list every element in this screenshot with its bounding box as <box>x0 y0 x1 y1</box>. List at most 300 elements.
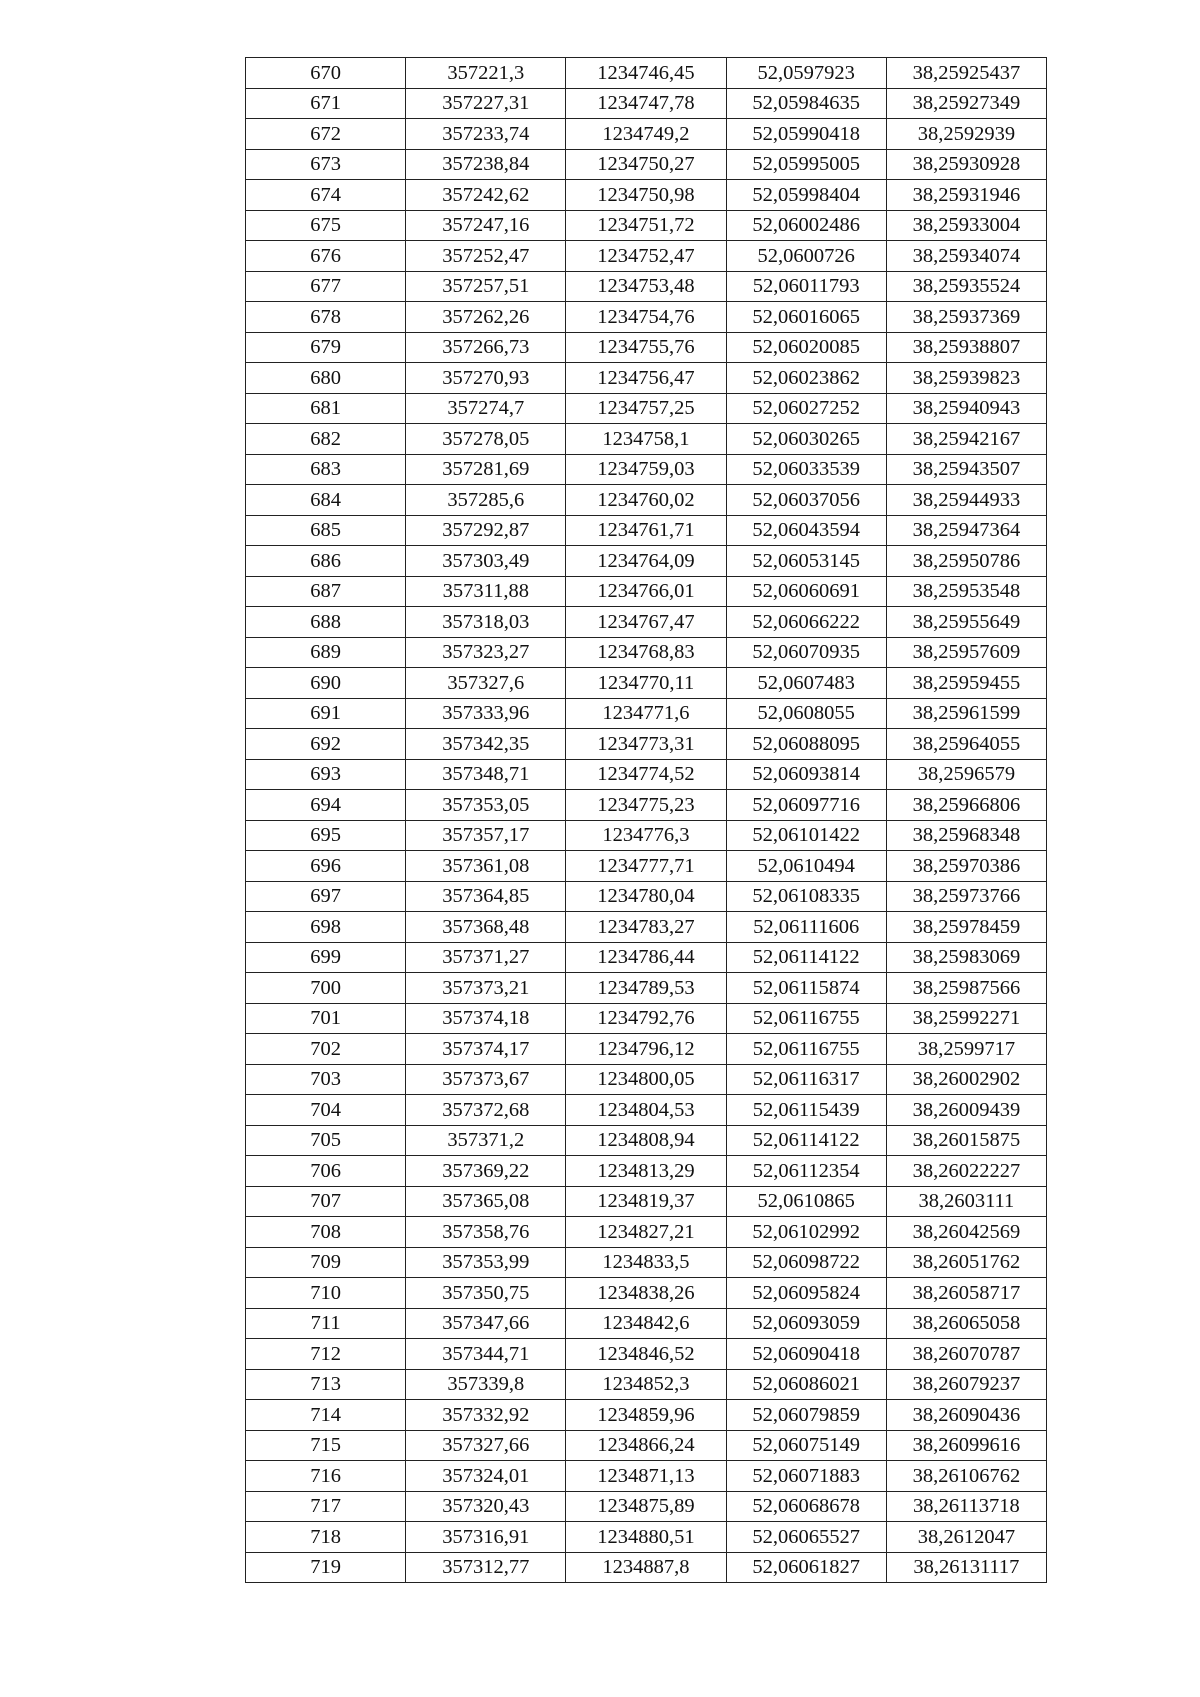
x-coordinate-cell: 357221,3 <box>406 58 566 89</box>
x-coordinate-cell: 357316,91 <box>406 1522 566 1553</box>
longitude-cell: 38,26022227 <box>886 1156 1046 1187</box>
table-row <box>246 576 1047 607</box>
longitude-cell: 38,25940943 <box>886 393 1046 424</box>
table-row <box>246 149 1047 180</box>
table-row <box>246 1217 1047 1248</box>
x-coordinate-cell: 357257,51 <box>406 271 566 302</box>
point-number-cell: 689 <box>246 637 406 668</box>
y-coordinate-cell: 1234776,3 <box>566 820 726 851</box>
table-row <box>246 119 1047 150</box>
latitude-cell: 52,06112354 <box>726 1156 886 1187</box>
latitude-cell: 52,06075149 <box>726 1430 886 1461</box>
point-number-cell: 688 <box>246 607 406 638</box>
table-row <box>246 1156 1047 1187</box>
longitude-cell: 38,25959455 <box>886 668 1046 699</box>
longitude-cell: 38,25987566 <box>886 973 1046 1004</box>
table-row <box>246 1186 1047 1217</box>
y-coordinate-cell: 1234789,53 <box>566 973 726 1004</box>
point-number-cell: 711 <box>246 1308 406 1339</box>
table-row <box>246 1278 1047 1309</box>
x-coordinate-cell: 357323,27 <box>406 637 566 668</box>
x-coordinate-cell: 357374,18 <box>406 1003 566 1034</box>
y-coordinate-cell: 1234796,12 <box>566 1034 726 1065</box>
table-row <box>246 1247 1047 1278</box>
y-coordinate-cell: 1234767,47 <box>566 607 726 638</box>
x-coordinate-cell: 357312,77 <box>406 1552 566 1583</box>
y-coordinate-cell: 1234852,3 <box>566 1369 726 1400</box>
latitude-cell: 52,0608055 <box>726 698 886 729</box>
table-row <box>246 1552 1047 1583</box>
latitude-cell: 52,06116755 <box>726 1003 886 1034</box>
table-row <box>246 1125 1047 1156</box>
x-coordinate-cell: 357350,75 <box>406 1278 566 1309</box>
latitude-cell: 52,06061827 <box>726 1552 886 1583</box>
y-coordinate-cell: 1234766,01 <box>566 576 726 607</box>
coordinates-table <box>245 57 1047 1583</box>
latitude-cell: 52,06070935 <box>726 637 886 668</box>
longitude-cell: 38,25942167 <box>886 424 1046 455</box>
latitude-cell: 52,05998404 <box>726 180 886 211</box>
latitude-cell: 52,06060691 <box>726 576 886 607</box>
x-coordinate-cell: 357365,08 <box>406 1186 566 1217</box>
longitude-cell: 38,25992271 <box>886 1003 1046 1034</box>
point-number-cell: 717 <box>246 1491 406 1522</box>
longitude-cell: 38,25966806 <box>886 790 1046 821</box>
table-row <box>246 668 1047 699</box>
y-coordinate-cell: 1234777,71 <box>566 851 726 882</box>
x-coordinate-cell: 357303,49 <box>406 546 566 577</box>
y-coordinate-cell: 1234750,27 <box>566 149 726 180</box>
y-coordinate-cell: 1234757,25 <box>566 393 726 424</box>
y-coordinate-cell: 1234770,11 <box>566 668 726 699</box>
table-row <box>246 973 1047 1004</box>
table-row <box>246 637 1047 668</box>
point-number-cell: 670 <box>246 58 406 89</box>
point-number-cell: 701 <box>246 1003 406 1034</box>
latitude-cell: 52,0600726 <box>726 241 886 272</box>
table-row <box>246 1034 1047 1065</box>
table-row <box>246 881 1047 912</box>
point-number-cell: 703 <box>246 1064 406 1095</box>
point-number-cell: 693 <box>246 759 406 790</box>
longitude-cell: 38,25937369 <box>886 302 1046 333</box>
longitude-cell: 38,25968348 <box>886 820 1046 851</box>
y-coordinate-cell: 1234760,02 <box>566 485 726 516</box>
point-number-cell: 712 <box>246 1339 406 1370</box>
latitude-cell: 52,06016065 <box>726 302 886 333</box>
latitude-cell: 52,06095824 <box>726 1278 886 1309</box>
latitude-cell: 52,0610494 <box>726 851 886 882</box>
longitude-cell: 38,25953548 <box>886 576 1046 607</box>
y-coordinate-cell: 1234771,6 <box>566 698 726 729</box>
x-coordinate-cell: 357353,05 <box>406 790 566 821</box>
longitude-cell: 38,25970386 <box>886 851 1046 882</box>
y-coordinate-cell: 1234808,94 <box>566 1125 726 1156</box>
x-coordinate-cell: 357327,66 <box>406 1430 566 1461</box>
x-coordinate-cell: 357369,22 <box>406 1156 566 1187</box>
latitude-cell: 52,06030265 <box>726 424 886 455</box>
x-coordinate-cell: 357372,68 <box>406 1095 566 1126</box>
table-row <box>246 912 1047 943</box>
latitude-cell: 52,06102992 <box>726 1217 886 1248</box>
x-coordinate-cell: 357361,08 <box>406 851 566 882</box>
latitude-cell: 52,06093059 <box>726 1308 886 1339</box>
point-number-cell: 682 <box>246 424 406 455</box>
latitude-cell: 52,06098722 <box>726 1247 886 1278</box>
point-number-cell: 705 <box>246 1125 406 1156</box>
table-row <box>246 729 1047 760</box>
latitude-cell: 52,06090418 <box>726 1339 886 1370</box>
x-coordinate-cell: 357227,31 <box>406 88 566 119</box>
y-coordinate-cell: 1234774,52 <box>566 759 726 790</box>
table-row <box>246 1430 1047 1461</box>
x-coordinate-cell: 357274,7 <box>406 393 566 424</box>
latitude-cell: 52,06023862 <box>726 363 886 394</box>
latitude-cell: 52,06002486 <box>726 210 886 241</box>
latitude-cell: 52,06115874 <box>726 973 886 1004</box>
x-coordinate-cell: 357374,17 <box>406 1034 566 1065</box>
x-coordinate-cell: 357342,35 <box>406 729 566 760</box>
y-coordinate-cell: 1234880,51 <box>566 1522 726 1553</box>
y-coordinate-cell: 1234783,27 <box>566 912 726 943</box>
y-coordinate-cell: 1234819,37 <box>566 1186 726 1217</box>
point-number-cell: 702 <box>246 1034 406 1065</box>
x-coordinate-cell: 357373,67 <box>406 1064 566 1095</box>
x-coordinate-cell: 357364,85 <box>406 881 566 912</box>
latitude-cell: 52,06088095 <box>726 729 886 760</box>
y-coordinate-cell: 1234775,23 <box>566 790 726 821</box>
x-coordinate-cell: 357344,71 <box>406 1339 566 1370</box>
x-coordinate-cell: 357320,43 <box>406 1491 566 1522</box>
longitude-cell: 38,2612047 <box>886 1522 1046 1553</box>
point-number-cell: 694 <box>246 790 406 821</box>
point-number-cell: 714 <box>246 1400 406 1431</box>
y-coordinate-cell: 1234804,53 <box>566 1095 726 1126</box>
point-number-cell: 704 <box>246 1095 406 1126</box>
x-coordinate-cell: 357371,2 <box>406 1125 566 1156</box>
table-row <box>246 759 1047 790</box>
longitude-cell: 38,25939823 <box>886 363 1046 394</box>
point-number-cell: 715 <box>246 1430 406 1461</box>
latitude-cell: 52,06116755 <box>726 1034 886 1065</box>
longitude-cell: 38,25955649 <box>886 607 1046 638</box>
latitude-cell: 52,06093814 <box>726 759 886 790</box>
x-coordinate-cell: 357281,69 <box>406 454 566 485</box>
point-number-cell: 680 <box>246 363 406 394</box>
longitude-cell: 38,26051762 <box>886 1247 1046 1278</box>
latitude-cell: 52,0597923 <box>726 58 886 89</box>
table-row <box>246 241 1047 272</box>
x-coordinate-cell: 357266,73 <box>406 332 566 363</box>
y-coordinate-cell: 1234773,31 <box>566 729 726 760</box>
y-coordinate-cell: 1234827,21 <box>566 1217 726 1248</box>
longitude-cell: 38,26099616 <box>886 1430 1046 1461</box>
latitude-cell: 52,05995005 <box>726 149 886 180</box>
y-coordinate-cell: 1234758,1 <box>566 424 726 455</box>
latitude-cell: 52,06101422 <box>726 820 886 851</box>
latitude-cell: 52,06033539 <box>726 454 886 485</box>
x-coordinate-cell: 357292,87 <box>406 515 566 546</box>
y-coordinate-cell: 1234764,09 <box>566 546 726 577</box>
point-number-cell: 681 <box>246 393 406 424</box>
latitude-cell: 52,06068678 <box>726 1491 886 1522</box>
point-number-cell: 674 <box>246 180 406 211</box>
point-number-cell: 697 <box>246 881 406 912</box>
longitude-cell: 38,26113718 <box>886 1491 1046 1522</box>
point-number-cell: 677 <box>246 271 406 302</box>
latitude-cell: 52,05984635 <box>726 88 886 119</box>
table-row <box>246 1308 1047 1339</box>
table-row <box>246 180 1047 211</box>
longitude-cell: 38,2599717 <box>886 1034 1046 1065</box>
x-coordinate-cell: 357368,48 <box>406 912 566 943</box>
y-coordinate-cell: 1234866,24 <box>566 1430 726 1461</box>
x-coordinate-cell: 357353,99 <box>406 1247 566 1278</box>
table-row <box>246 1064 1047 1095</box>
x-coordinate-cell: 357373,21 <box>406 973 566 1004</box>
latitude-cell: 52,06079859 <box>726 1400 886 1431</box>
latitude-cell: 52,06066222 <box>726 607 886 638</box>
table-row <box>246 1522 1047 1553</box>
longitude-cell: 38,25930928 <box>886 149 1046 180</box>
table-row <box>246 1003 1047 1034</box>
y-coordinate-cell: 1234754,76 <box>566 302 726 333</box>
point-number-cell: 684 <box>246 485 406 516</box>
x-coordinate-cell: 357348,71 <box>406 759 566 790</box>
table-row <box>246 88 1047 119</box>
latitude-cell: 52,06086021 <box>726 1369 886 1400</box>
y-coordinate-cell: 1234875,89 <box>566 1491 726 1522</box>
longitude-cell: 38,26070787 <box>886 1339 1046 1370</box>
x-coordinate-cell: 357358,76 <box>406 1217 566 1248</box>
x-coordinate-cell: 357327,6 <box>406 668 566 699</box>
y-coordinate-cell: 1234792,76 <box>566 1003 726 1034</box>
x-coordinate-cell: 357233,74 <box>406 119 566 150</box>
table-row <box>246 790 1047 821</box>
x-coordinate-cell: 357242,62 <box>406 180 566 211</box>
y-coordinate-cell: 1234838,26 <box>566 1278 726 1309</box>
table-row <box>246 424 1047 455</box>
y-coordinate-cell: 1234750,98 <box>566 180 726 211</box>
y-coordinate-cell: 1234780,04 <box>566 881 726 912</box>
longitude-cell: 38,25950786 <box>886 546 1046 577</box>
y-coordinate-cell: 1234755,76 <box>566 332 726 363</box>
y-coordinate-cell: 1234871,13 <box>566 1461 726 1492</box>
longitude-cell: 38,2596579 <box>886 759 1046 790</box>
table-row <box>246 851 1047 882</box>
y-coordinate-cell: 1234842,6 <box>566 1308 726 1339</box>
y-coordinate-cell: 1234761,71 <box>566 515 726 546</box>
table-row <box>246 546 1047 577</box>
point-number-cell: 673 <box>246 149 406 180</box>
point-number-cell: 685 <box>246 515 406 546</box>
longitude-cell: 38,25944933 <box>886 485 1046 516</box>
latitude-cell: 52,06037056 <box>726 485 886 516</box>
x-coordinate-cell: 357262,26 <box>406 302 566 333</box>
table-row <box>246 1369 1047 1400</box>
point-number-cell: 706 <box>246 1156 406 1187</box>
longitude-cell: 38,26065058 <box>886 1308 1046 1339</box>
latitude-cell: 52,06097716 <box>726 790 886 821</box>
y-coordinate-cell: 1234813,29 <box>566 1156 726 1187</box>
longitude-cell: 38,25983069 <box>886 942 1046 973</box>
point-number-cell: 676 <box>246 241 406 272</box>
point-number-cell: 686 <box>246 546 406 577</box>
longitude-cell: 38,25957609 <box>886 637 1046 668</box>
point-number-cell: 672 <box>246 119 406 150</box>
longitude-cell: 38,2592939 <box>886 119 1046 150</box>
longitude-cell: 38,25961599 <box>886 698 1046 729</box>
longitude-cell: 38,26131117 <box>886 1552 1046 1583</box>
y-coordinate-cell: 1234747,78 <box>566 88 726 119</box>
longitude-cell: 38,25947364 <box>886 515 1046 546</box>
latitude-cell: 52,06027252 <box>726 393 886 424</box>
x-coordinate-cell: 357357,17 <box>406 820 566 851</box>
point-number-cell: 692 <box>246 729 406 760</box>
latitude-cell: 52,05990418 <box>726 119 886 150</box>
point-number-cell: 698 <box>246 912 406 943</box>
point-number-cell: 718 <box>246 1522 406 1553</box>
point-number-cell: 719 <box>246 1552 406 1583</box>
point-number-cell: 695 <box>246 820 406 851</box>
table-row <box>246 1339 1047 1370</box>
point-number-cell: 709 <box>246 1247 406 1278</box>
table-row <box>246 942 1047 973</box>
longitude-cell: 38,2603111 <box>886 1186 1046 1217</box>
longitude-cell: 38,26015875 <box>886 1125 1046 1156</box>
x-coordinate-cell: 357278,05 <box>406 424 566 455</box>
y-coordinate-cell: 1234753,48 <box>566 271 726 302</box>
y-coordinate-cell: 1234833,5 <box>566 1247 726 1278</box>
x-coordinate-cell: 357347,66 <box>406 1308 566 1339</box>
longitude-cell: 38,25927349 <box>886 88 1046 119</box>
x-coordinate-cell: 357339,8 <box>406 1369 566 1400</box>
point-number-cell: 690 <box>246 668 406 699</box>
x-coordinate-cell: 357324,01 <box>406 1461 566 1492</box>
point-number-cell: 675 <box>246 210 406 241</box>
longitude-cell: 38,26042569 <box>886 1217 1046 1248</box>
table-row <box>246 485 1047 516</box>
table-row <box>246 1095 1047 1126</box>
longitude-cell: 38,26079237 <box>886 1369 1046 1400</box>
table-row <box>246 332 1047 363</box>
table-row <box>246 302 1047 333</box>
latitude-cell: 52,06115439 <box>726 1095 886 1126</box>
table-row <box>246 607 1047 638</box>
y-coordinate-cell: 1234768,83 <box>566 637 726 668</box>
longitude-cell: 38,25978459 <box>886 912 1046 943</box>
x-coordinate-cell: 357332,92 <box>406 1400 566 1431</box>
x-coordinate-cell: 357371,27 <box>406 942 566 973</box>
longitude-cell: 38,25938807 <box>886 332 1046 363</box>
x-coordinate-cell: 357252,47 <box>406 241 566 272</box>
y-coordinate-cell: 1234752,47 <box>566 241 726 272</box>
point-number-cell: 691 <box>246 698 406 729</box>
point-number-cell: 710 <box>246 1278 406 1309</box>
longitude-cell: 38,26002902 <box>886 1064 1046 1095</box>
point-number-cell: 707 <box>246 1186 406 1217</box>
y-coordinate-cell: 1234756,47 <box>566 363 726 394</box>
table-row <box>246 1461 1047 1492</box>
point-number-cell: 679 <box>246 332 406 363</box>
x-coordinate-cell: 357333,96 <box>406 698 566 729</box>
coordinates-table-body <box>246 58 1047 1583</box>
point-number-cell: 700 <box>246 973 406 1004</box>
longitude-cell: 38,25935524 <box>886 271 1046 302</box>
latitude-cell: 52,0607483 <box>726 668 886 699</box>
latitude-cell: 52,06111606 <box>726 912 886 943</box>
latitude-cell: 52,06108335 <box>726 881 886 912</box>
latitude-cell: 52,06053145 <box>726 546 886 577</box>
x-coordinate-cell: 357270,93 <box>406 363 566 394</box>
longitude-cell: 38,25964055 <box>886 729 1046 760</box>
table-row <box>246 363 1047 394</box>
point-number-cell: 716 <box>246 1461 406 1492</box>
table-row <box>246 698 1047 729</box>
y-coordinate-cell: 1234800,05 <box>566 1064 726 1095</box>
point-number-cell: 699 <box>246 942 406 973</box>
latitude-cell: 52,06043594 <box>726 515 886 546</box>
latitude-cell: 52,06020085 <box>726 332 886 363</box>
x-coordinate-cell: 357247,16 <box>406 210 566 241</box>
latitude-cell: 52,06114122 <box>726 942 886 973</box>
longitude-cell: 38,25933004 <box>886 210 1046 241</box>
longitude-cell: 38,25973766 <box>886 881 1046 912</box>
y-coordinate-cell: 1234746,45 <box>566 58 726 89</box>
y-coordinate-cell: 1234846,52 <box>566 1339 726 1370</box>
point-number-cell: 671 <box>246 88 406 119</box>
x-coordinate-cell: 357318,03 <box>406 607 566 638</box>
y-coordinate-cell: 1234749,2 <box>566 119 726 150</box>
point-number-cell: 687 <box>246 576 406 607</box>
y-coordinate-cell: 1234887,8 <box>566 1552 726 1583</box>
x-coordinate-cell: 357285,6 <box>406 485 566 516</box>
y-coordinate-cell: 1234751,72 <box>566 210 726 241</box>
longitude-cell: 38,25931946 <box>886 180 1046 211</box>
y-coordinate-cell: 1234859,96 <box>566 1400 726 1431</box>
x-coordinate-cell: 357311,88 <box>406 576 566 607</box>
table-row <box>246 1400 1047 1431</box>
latitude-cell: 52,06065527 <box>726 1522 886 1553</box>
point-number-cell: 708 <box>246 1217 406 1248</box>
table-row <box>246 1491 1047 1522</box>
longitude-cell: 38,25943507 <box>886 454 1046 485</box>
longitude-cell: 38,25925437 <box>886 58 1046 89</box>
table-row <box>246 515 1047 546</box>
longitude-cell: 38,26009439 <box>886 1095 1046 1126</box>
latitude-cell: 52,06071883 <box>726 1461 886 1492</box>
latitude-cell: 52,06011793 <box>726 271 886 302</box>
point-number-cell: 713 <box>246 1369 406 1400</box>
y-coordinate-cell: 1234759,03 <box>566 454 726 485</box>
longitude-cell: 38,25934074 <box>886 241 1046 272</box>
table-row <box>246 393 1047 424</box>
latitude-cell: 52,06116317 <box>726 1064 886 1095</box>
table-row <box>246 820 1047 851</box>
longitude-cell: 38,26090436 <box>886 1400 1046 1431</box>
table-row <box>246 454 1047 485</box>
point-number-cell: 683 <box>246 454 406 485</box>
latitude-cell: 52,0610865 <box>726 1186 886 1217</box>
point-number-cell: 696 <box>246 851 406 882</box>
table-row <box>246 271 1047 302</box>
y-coordinate-cell: 1234786,44 <box>566 942 726 973</box>
table-row <box>246 210 1047 241</box>
longitude-cell: 38,26106762 <box>886 1461 1046 1492</box>
x-coordinate-cell: 357238,84 <box>406 149 566 180</box>
latitude-cell: 52,06114122 <box>726 1125 886 1156</box>
longitude-cell: 38,26058717 <box>886 1278 1046 1309</box>
